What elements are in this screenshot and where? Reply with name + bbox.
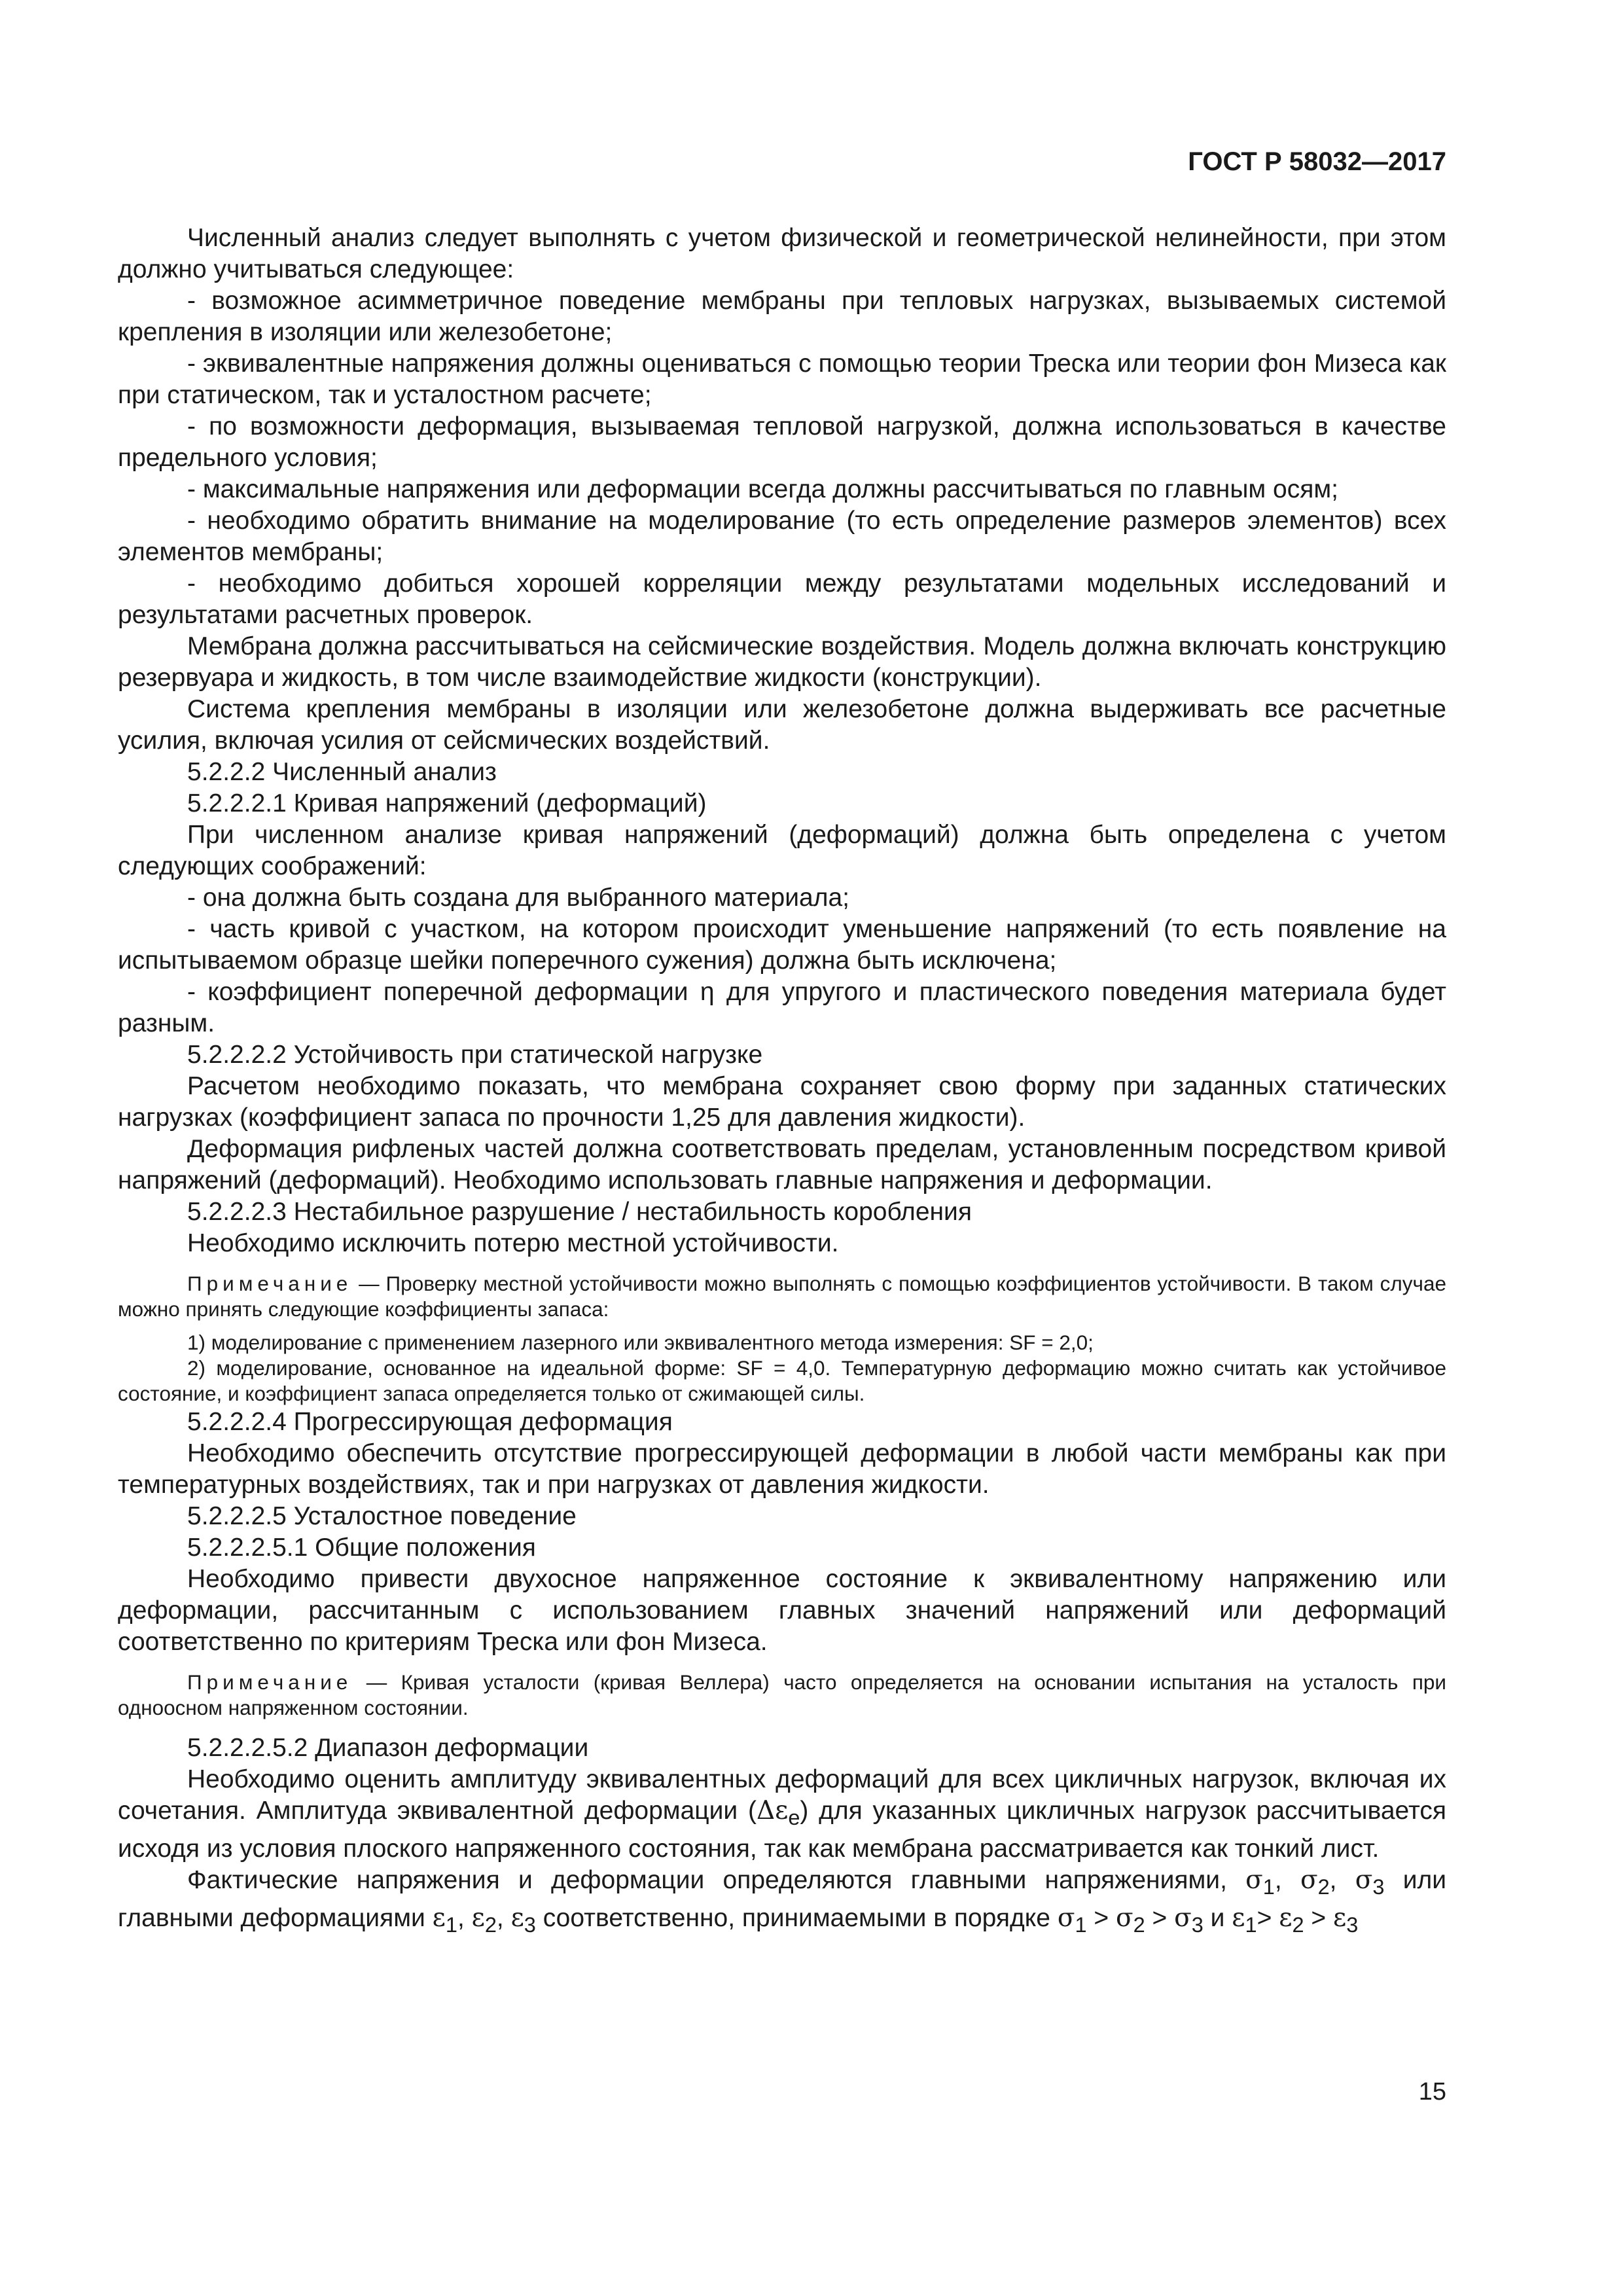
sigma-symbol: σ	[1245, 1865, 1263, 1895]
section-heading: 5.2.2.2.4 Прогрессирующая деформация	[187, 1408, 673, 1436]
sigma-symbol: σ	[1355, 1865, 1373, 1895]
sigma-symbol: σ	[1057, 1903, 1075, 1933]
text-run: >	[1304, 1903, 1333, 1932]
paragraph: Необходимо исключить потерю местной устойчивости.	[187, 1229, 839, 1257]
epsilon-symbol: ε	[1232, 1903, 1245, 1933]
text-run: ,	[496, 1903, 511, 1932]
list-item: - возможное асимметричное поведение мембраны при тепловых нагрузках, вызываемых системой крепления в изоляции или железобетоне;	[118, 287, 1446, 346]
text-run: ,	[457, 1903, 472, 1932]
list-item: - максимальные напряжения или деформации всегда должны рассчитываться по главным осям;	[187, 475, 1338, 503]
list-item: - она должна быть создана для выбранного материала;	[187, 884, 849, 912]
epsilon-symbol: ε	[1279, 1903, 1293, 1933]
subscript: 3	[524, 1912, 536, 1937]
text-run: ,	[1329, 1865, 1355, 1894]
subscript: 2	[1133, 1912, 1145, 1937]
section-heading: 5.2.2.2.5.2 Диапазон деформации	[187, 1734, 589, 1762]
paragraph: Необходимо привести двухосное напряженное состояние к эквивалентному напряжению или деформации, рассчитанным с использованием главных значений напряжений или деформаций соответственно по критериям Треска или фон Мизеса.	[118, 1565, 1446, 1656]
subscript: 2	[1292, 1912, 1304, 1937]
subscript: 2	[484, 1912, 497, 1937]
section-heading: 5.2.2.2.1 Кривая напряжений (деформаций)	[187, 789, 707, 817]
subscript: e	[788, 1805, 800, 1829]
text-run: >	[1086, 1903, 1116, 1932]
text-run: и	[1203, 1903, 1232, 1932]
paragraph: Система крепления мембраны в изоляции или железобетоне должна выдерживать все расчетные усилия, включая усилия от сейсмических воздействий.	[118, 695, 1446, 755]
paragraph: Мембрана должна рассчитываться на сейсмические воздействия. Модель должна включать конструкцию резервуара и жидкость, в том числе взаимодействие жидкости (конструкции).	[118, 632, 1446, 692]
note-label: Примечание	[187, 1670, 353, 1694]
text-run: Необходимо оценить амплитуду эквивалентных деформаций для всех цикличных нагрузок, включая их сочетания. Амплитуда эквивалентной деформации (	[118, 1765, 1446, 1825]
section-heading: 5.2.2.2.2 Устойчивость при статической нагрузке	[187, 1041, 763, 1069]
text-run: >	[1257, 1903, 1279, 1932]
paragraph-principal	[118, 1865, 1446, 1941]
sigma-symbol: σ	[1300, 1865, 1318, 1895]
paragraph: При численном анализе кривая напряжений (деформаций) должна быть определена с учетом следующих соображений:	[118, 821, 1446, 880]
note-text: — Проверку местной устойчивости можно выполнять с помощью коэффициентов устойчивости. В таком случае можно принять следующие коэффициенты запаса:	[118, 1272, 1446, 1321]
text-run: ) для указанных цикличных нагрузок рассчитывается исходя из условия плоского напряженного состояния, так как мембрана рассматривается как тонкий лист.	[118, 1797, 1446, 1863]
sigma-symbol: σ	[1115, 1903, 1133, 1933]
subscript: 1	[1075, 1912, 1087, 1937]
list-item: - необходимо обратить внимание на моделирование (то есть определение размеров элементов) всех элементов мембраны;	[118, 507, 1446, 566]
page-number: 15	[1418, 2078, 1446, 2106]
section-heading: 5.2.2.2.5 Усталостное поведение	[187, 1502, 577, 1530]
note-label: Примечание	[187, 1272, 353, 1295]
subscript: 1	[1262, 1874, 1275, 1899]
subscript: 3	[1372, 1874, 1385, 1899]
document-number: ГОСТ Р 58032—2017	[1188, 147, 1446, 176]
list-item: - коэффициент поперечной деформации η для упругого и пластического поведения материала будет разным.	[118, 978, 1446, 1037]
subscript: 2	[1317, 1874, 1330, 1899]
list-item: - эквивалентные напряжения должны оцениваться с помощью теории Треска или теории фон Мизеса как при статическом, так и усталостном расчете;	[118, 350, 1446, 409]
paragraph: Численный анализ следует выполнять с учетом физической и геометрической нелинейности, при этом должно учитываться следующее:	[118, 224, 1446, 283]
paragraph: Деформация рифленых частей должна соответствовать пределам, установленным посредством кривой напряжений (деформаций). Необходимо использовать главные напряжения и деформации.	[118, 1135, 1446, 1194]
body-text	[118, 223, 1446, 1940]
epsilon-symbol: ε	[471, 1903, 485, 1933]
text-run: или главными деформациями	[118, 1865, 1447, 1932]
subscript: 3	[1191, 1912, 1204, 1937]
list-item: - необходимо добиться хорошей корреляции между результатами модельных исследований и результатами расчетных проверок.	[118, 569, 1446, 629]
subscript: 1	[1245, 1912, 1257, 1937]
list-item: - по возможности деформация, вызываемая тепловой нагрузкой, должна использоваться в качестве предельного условия;	[118, 412, 1446, 472]
text-run: Фактические напряжения и деформации определяются главными напряжениями,	[187, 1865, 1246, 1894]
epsilon-symbol: ε	[1332, 1903, 1347, 1933]
section-heading: 5.2.2.2.3 Нестабильное разрушение / нестабильность коробления	[187, 1198, 972, 1226]
epsilon-symbol: ε	[432, 1903, 446, 1933]
delta-epsilon-symbol: Δε	[756, 1796, 789, 1825]
subscript: 3	[1346, 1912, 1359, 1937]
subscript: 1	[445, 1912, 457, 1937]
note-1-item-2: 2) моделирование, основанное на идеальной форме: SF = 4,0. Температурную деформацию можно считать как устойчивое состояние, и коэффициент запаса определяется только от сжимающей силы.	[118, 1356, 1446, 1405]
paragraph: Необходимо обеспечить отсутствие прогрессирующей деформации в любой части мембраны как при температурных воздействиях, так и при нагрузках от давления жидкости.	[118, 1439, 1446, 1499]
section-heading: 5.2.2.2.5.1 Общие положения	[187, 1534, 536, 1562]
paragraph-amplitude	[118, 1764, 1446, 1865]
text-run: ,	[1274, 1865, 1300, 1894]
text-run: соответственно, принимаемыми в порядке	[535, 1903, 1058, 1932]
text-run: >	[1145, 1903, 1175, 1932]
note-1	[118, 1271, 1446, 1322]
section-heading: 5.2.2.2 Численный анализ	[187, 758, 497, 786]
note-text: — Кривая усталости (кривая Веллера) часто определяется на основании испытания на усталость при одноосном напряженном состоянии.	[118, 1670, 1446, 1719]
list-item: - часть кривой с участком, на котором происходит уменьшение напряжений (то есть появление на испытываемом образце шейки поперечного сужения) должна быть исключена;	[118, 915, 1446, 975]
note-1-item-1: 1) моделирование с применением лазерного или эквивалентного метода измерения: SF = 2,0;	[187, 1331, 1094, 1354]
paragraph: Расчетом необходимо показать, что мембрана сохраняет свою форму при заданных статических нагрузках (коэффициент запаса по прочности 1,25 для давления жидкости).	[118, 1072, 1446, 1132]
sigma-symbol: σ	[1174, 1903, 1192, 1933]
note-2	[118, 1670, 1446, 1721]
epsilon-symbol: ε	[510, 1903, 524, 1933]
